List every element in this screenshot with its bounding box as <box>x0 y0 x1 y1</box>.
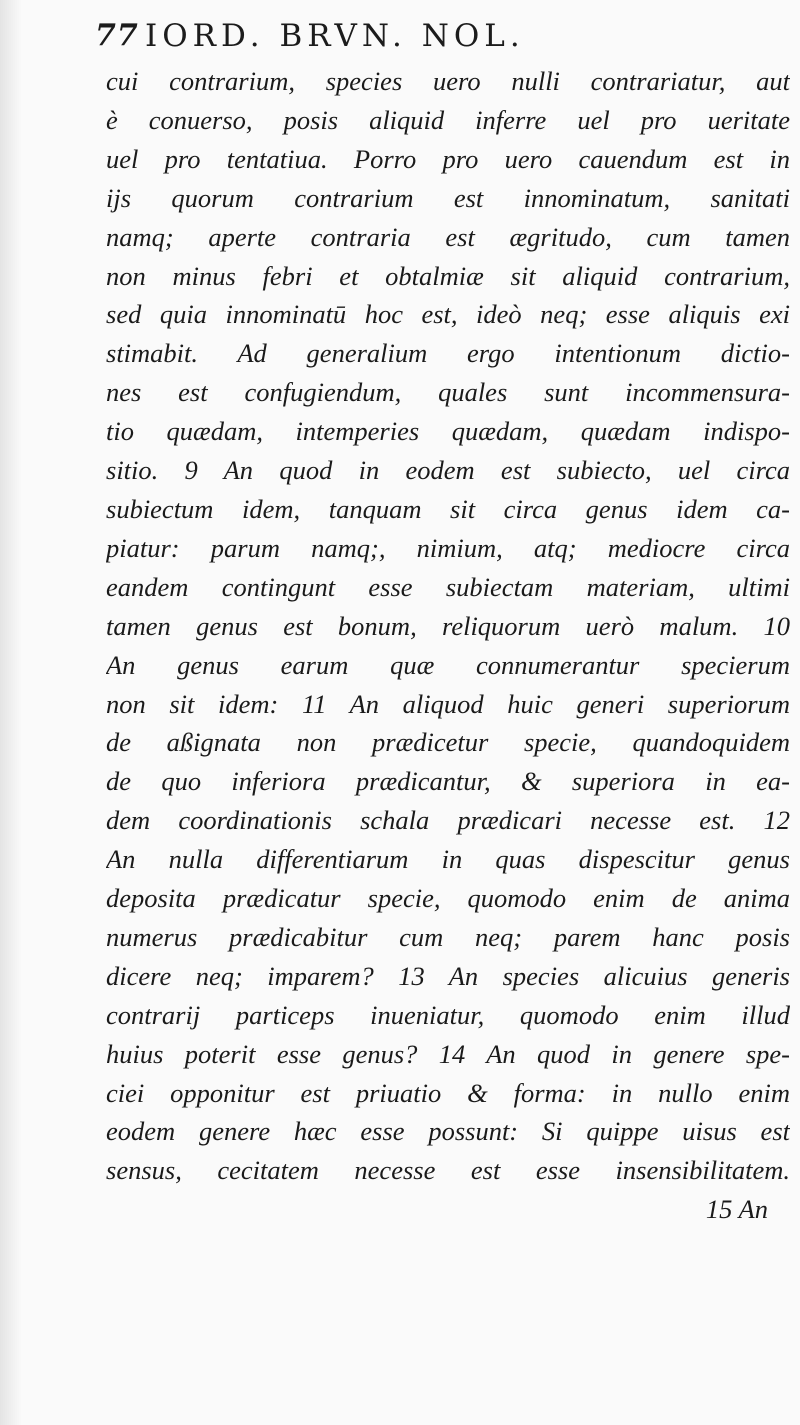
text-line: subiectum idem, tanquam sit circa genus idem ca- <box>106 493 790 524</box>
text-line: namq; aperte contraria est ægritudo, cum tamen <box>106 221 790 252</box>
text-line: tamen genus est bonum, reliquorum uerò malum. 10 <box>106 610 790 641</box>
text-line: deposita prædicatur specie, quomodo enim de anima <box>106 883 790 914</box>
text-line: uel pro tentatiua. Porro pro uero cauendum est in <box>106 143 790 174</box>
text-line: dicere neq; imparem? 13 An species alicuius generis <box>106 960 790 991</box>
text-line: huius poterit esse genus? 14 An quod in genere spe- <box>106 1038 790 1069</box>
text-line: de quo inferiora prædicantur, & superiora in ea- <box>106 766 790 797</box>
running-head: IORD. BRVN. NOL. <box>145 18 525 54</box>
text-line: eandem contingunt esse subiectam materiam, ultimi <box>106 571 790 602</box>
text-line: contrarij particeps inueniatur, quomodo enim illud <box>106 999 790 1030</box>
catchword: 15 An <box>705 1194 768 1225</box>
text-line: nes est confugiendum, quales sunt incommensura- <box>106 377 790 408</box>
text-line: ciei opponitur est priuatio & forma: in nullo enim <box>106 1077 790 1108</box>
text-line: è conuerso, posis aliquid inferre uel pro ueritate <box>106 104 790 135</box>
text-line: numerus prædicabitur cum neq; parem hanc posis <box>106 921 790 952</box>
text-line: non minus febri et obtalmiæ sit aliquid contrarium, <box>106 260 790 291</box>
text-line: An nulla differentiarum in quas dispescitur genus <box>106 844 790 875</box>
text-line: ijs quorum contrarium est innominatum, sanitati <box>106 182 790 213</box>
text-line: sensus, cecitatem necesse est esse insensibilitatem. <box>106 1155 790 1186</box>
text-line: eodem genere hæc esse possunt: Si quippe uisus est <box>106 1116 790 1147</box>
page-header <box>95 14 715 54</box>
body-text <box>106 62 790 1229</box>
page-number: 77 <box>95 18 139 53</box>
text-line: non sit idem: 11 An aliquod huic generi superiorum <box>106 688 790 719</box>
text-line: An genus earum quæ connumerantur specierum <box>106 649 790 680</box>
text-line: tio quædam, intemperies quædam, quædam indispo- <box>106 416 790 447</box>
text-line: stimabit. Ad generalium ergo intentionum dictio- <box>106 338 790 369</box>
text-line: cui contrarium, species uero nulli contrariatur, aut <box>106 66 790 96</box>
binding-gutter-shadow <box>0 0 22 1425</box>
text-line: de aßignata non prædicetur specie, quandoquidem <box>106 727 790 758</box>
text-line: sitio. 9 An quod in eodem est subiecto, uel circa <box>106 455 790 486</box>
text-line: piatur: parum namq;, nimium, atq; mediocre circa <box>106 532 790 563</box>
text-line: sed quia innominatū hoc est, ideò neq; esse aliquis exi <box>106 299 790 330</box>
text-line: dem coordinationis schala prædicari necesse est. 12 <box>106 805 790 836</box>
